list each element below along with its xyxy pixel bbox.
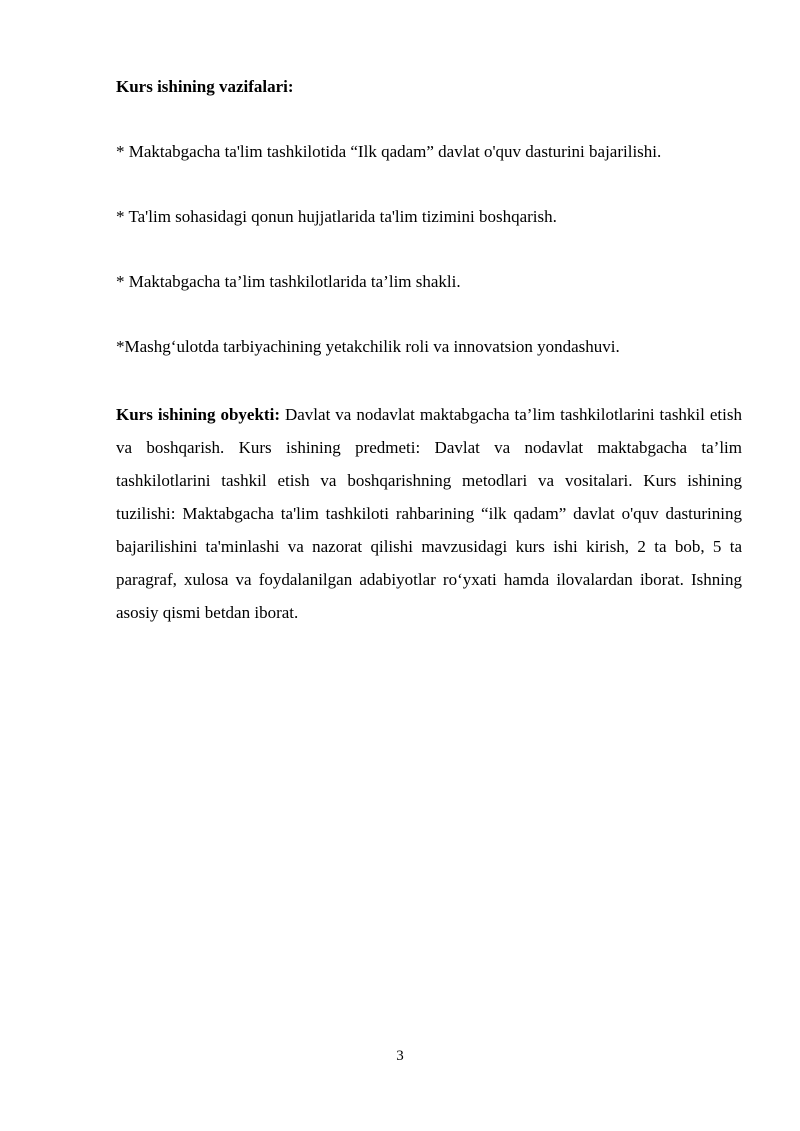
page-content xyxy=(116,76,742,629)
spacer xyxy=(116,163,742,206)
spacer xyxy=(116,228,742,271)
body-paragraph xyxy=(116,398,742,629)
task-item: * Ta'lim sohasidagi qonun hujjatlarida ta'lim tizimini boshqarish. xyxy=(116,207,557,226)
paragraph-text: Davlat va nodavlat maktabgacha ta’lim tashkilotlarini tashkil etish va boshqarish. Kurs ishining predmeti: Davlat va nodavlat maktabgacha ta’lim tashkilotlarini tashkil etish va boshqarishning metodlari va vositalari. Kurs ishining tuzilishi: Maktabgacha ta'lim tashkiloti rahbarining “ilk qadam” davlat o'quv dasturining bajarilishini ta'minlashi va nazorat qilishi mavzusidagi kurs ishi kirish, 2 ta bob, 5 ta paragraf, xulosa va foydalanilgan adabiyotlar ro‘yxati hamda ilovalardan iborat. Ishning asosiy qismi betdan iborat. xyxy=(116,405,742,622)
task-item: *Mashg‘ulotda tarbiyachining yetakchilik roli va innovatsion yondashuvi. xyxy=(116,337,620,356)
page-number: 3 xyxy=(396,1048,404,1064)
task-item: * Maktabgacha ta'lim tashkilotida “Ilk qadam” davlat o'quv dasturini bajarilishi. xyxy=(116,142,662,161)
spacer xyxy=(116,293,742,336)
task-item: * Maktabgacha ta’lim tashkilotlarida ta’lim shakli. xyxy=(116,272,461,291)
spacer xyxy=(116,358,742,398)
spacer xyxy=(116,98,742,141)
paragraph-lead: Kurs ishining obyekti: xyxy=(116,405,280,424)
section-heading: Kurs ishining vazifalari: xyxy=(116,77,294,96)
